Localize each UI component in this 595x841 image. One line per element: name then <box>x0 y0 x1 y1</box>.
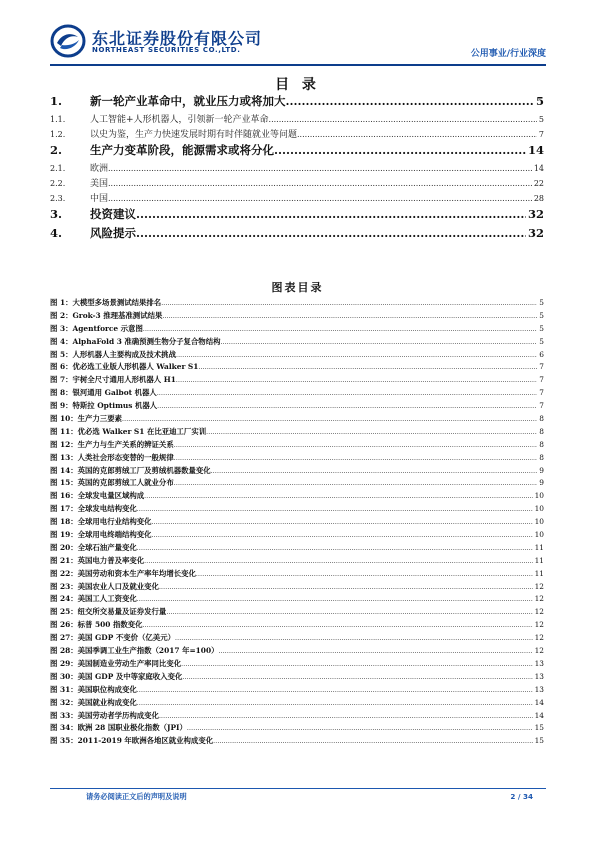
figure-entry-page: 10 <box>534 530 544 540</box>
figure-entry[interactable] <box>50 722 544 735</box>
dot-leader <box>182 672 532 681</box>
figure-entry[interactable] <box>50 645 544 658</box>
figure-entry[interactable] <box>50 606 544 619</box>
figure-entry-title: 图 29：美国制造业劳动生产率同比变化 <box>50 658 182 668</box>
figure-entry-title: 图 13：人类社会形态变替的一般规律 <box>50 452 174 462</box>
figure-entry-title: 图 35：2011-2019 年欧洲各地区就业构成变化 <box>50 736 214 746</box>
dot-leader <box>269 115 537 125</box>
figure-entry-page: 13 <box>534 671 544 681</box>
toc-entry-page: 5 <box>538 115 544 124</box>
toc-entry-page: 14 <box>527 143 544 157</box>
dot-leader <box>137 594 533 603</box>
toc-entry[interactable] <box>50 206 544 225</box>
figure-entry-title: 图 9：特斯拉 Optimus 机器人 <box>50 401 158 411</box>
figure-entry[interactable] <box>50 374 544 387</box>
figure-entry-title: 图 7：宇树全尺寸通用人形机器人 H1 <box>50 375 176 385</box>
toc-entry-page: 14 <box>533 164 544 173</box>
figure-entry[interactable] <box>50 542 544 555</box>
dot-leader <box>174 478 538 487</box>
figure-entry-page: 5 <box>539 310 544 320</box>
toc-entry-title: 新一轮产业革命中，就业压力或将加大 <box>90 94 286 108</box>
dot-leader <box>274 143 526 157</box>
figure-entry[interactable] <box>50 619 544 632</box>
dot-leader <box>137 504 533 513</box>
page-indicator: 2 / 34 <box>510 792 533 801</box>
toc-entry-title: 美国 <box>90 179 109 189</box>
dot-leader <box>137 698 533 707</box>
figure-entry[interactable] <box>50 297 544 310</box>
figure-entry[interactable] <box>50 632 544 645</box>
table-of-contents <box>50 93 544 244</box>
figure-entry[interactable] <box>50 503 544 516</box>
toc-entry-page: 5 <box>535 94 544 108</box>
toc-entry-number: 2.2. <box>50 179 66 188</box>
figure-entry-title: 图 2：Grok-3 推理基准测试结果 <box>50 310 163 320</box>
figure-entry-page: 12 <box>534 633 544 643</box>
dot-leader <box>143 620 533 629</box>
toc-entry-title: 以史为鉴，生产力快速发展时期有时伴随就业等问题 <box>90 130 298 140</box>
dot-leader <box>122 414 537 423</box>
dot-leader <box>152 517 533 526</box>
dot-leader <box>152 530 533 539</box>
figure-entry-page: 10 <box>534 504 544 514</box>
figure-entry-title: 图 10：生产力三要素 <box>50 414 122 424</box>
dot-leader <box>136 226 526 240</box>
footer-divider <box>50 788 546 789</box>
figure-entry[interactable] <box>50 658 544 671</box>
figure-entry[interactable] <box>50 349 544 362</box>
company-name-cn: 东北证券股份有限公司 <box>92 29 263 48</box>
figure-entry-page: 11 <box>534 555 544 565</box>
toc-entry[interactable] <box>50 112 544 127</box>
toc-entry-number: 1. <box>50 94 63 108</box>
figure-entry-page: 10 <box>534 491 544 501</box>
dot-leader <box>176 375 537 384</box>
figure-entry-page: 14 <box>534 710 544 720</box>
toc-entry-page: 22 <box>533 179 544 188</box>
toc-entry-title: 投资建议 <box>90 207 136 221</box>
figure-entry-title: 图 34：欧洲 28 国职业极化指数（JPI） <box>50 723 187 733</box>
toc-entry-title: 欧洲 <box>90 164 109 174</box>
dot-leader <box>108 164 532 174</box>
figure-entry[interactable] <box>50 529 544 542</box>
figure-entry[interactable] <box>50 336 544 349</box>
figure-entry[interactable] <box>50 439 544 452</box>
toc-entry-number: 2. <box>50 143 63 157</box>
figure-entry-page: 13 <box>534 658 544 668</box>
figure-entry[interactable] <box>50 361 544 374</box>
dot-leader <box>108 194 532 204</box>
figure-entry-page: 7 <box>539 401 544 411</box>
figures-list-title: 图表目录 <box>271 281 324 294</box>
figure-entry[interactable] <box>50 697 544 710</box>
figure-entry-title: 图 14：英国的克郎剪绒工厂及剪绒机器数量变化 <box>50 465 211 475</box>
figure-entry-page: 8 <box>539 452 544 462</box>
dot-leader <box>220 337 537 346</box>
dot-leader <box>162 311 537 320</box>
dot-leader <box>206 427 537 436</box>
toc-entry-number: 2.3. <box>50 194 66 203</box>
figure-entry-title: 图 27：美国 GDP 不变价（亿美元） <box>50 633 175 643</box>
figure-entry-page: 14 <box>534 697 544 707</box>
toc-entry[interactable] <box>50 191 544 206</box>
figure-entry[interactable] <box>50 477 544 490</box>
figure-entry-page: 13 <box>534 684 544 694</box>
figure-entry[interactable] <box>50 387 544 400</box>
figure-entry-title: 图 8：银河通用 Galbot 机器人 <box>50 388 157 398</box>
figure-entry[interactable] <box>50 400 544 413</box>
figure-entry-title: 图 23：美国农业人口及就业变化 <box>50 581 159 591</box>
toc-title: 目 录 <box>275 77 320 93</box>
figure-entry-page: 15 <box>534 723 544 733</box>
figure-entry-title: 图 16：全球发电量区域构成 <box>50 491 145 501</box>
figure-entry[interactable] <box>50 516 544 529</box>
figure-entry-page: 9 <box>539 478 544 488</box>
figure-entry[interactable] <box>50 310 544 323</box>
dot-leader <box>108 179 532 189</box>
figure-entry-title: 图 32：美国就业构成变化 <box>50 697 137 707</box>
dot-leader <box>144 491 532 500</box>
toc-entry[interactable] <box>50 176 544 191</box>
figure-entry[interactable] <box>50 465 544 478</box>
figure-entry[interactable] <box>50 413 544 426</box>
figure-entry-page: 12 <box>534 620 544 630</box>
dot-leader <box>175 633 533 642</box>
toc-entry-number: 2.1. <box>50 164 66 173</box>
figure-entry-title: 图 31：美国职位构成变化 <box>50 684 137 694</box>
figure-entry-title: 图 11：优必选 Walker S1 在比亚迪工厂实训 <box>50 426 207 436</box>
dot-leader <box>286 94 534 108</box>
swoosh-logo-icon <box>50 24 86 58</box>
figure-entry-title: 图 21：英国电力普及率变化 <box>50 555 145 565</box>
figure-entry-page: 8 <box>539 426 544 436</box>
figure-entry-title: 图 19：全球用电终端结构变化 <box>50 530 152 540</box>
dot-leader <box>187 723 533 732</box>
figure-entry[interactable] <box>50 593 544 606</box>
figure-entry[interactable] <box>50 735 544 748</box>
figure-entry-title: 图 26：标普 500 指数变化 <box>50 620 143 630</box>
figure-entry-title: 图 15：英国的克郎剪绒工人就业分布 <box>50 478 174 488</box>
company-name-en: NORTHEAST SECURITIES CO.,LTD. <box>92 46 241 54</box>
figure-entry-page: 15 <box>534 736 544 746</box>
figure-entry-title: 图 17：全球发电结构变化 <box>50 504 137 514</box>
dot-leader <box>161 298 537 307</box>
figure-entry-title: 图 1：大模型多场景测试结果排名 <box>50 298 162 307</box>
dot-leader <box>174 440 538 449</box>
toc-entry-page: 28 <box>533 194 544 203</box>
toc-entry-title: 中国 <box>90 194 109 204</box>
dot-leader <box>297 130 537 140</box>
figure-entry-page: 5 <box>539 336 544 346</box>
figure-entry[interactable] <box>50 323 544 336</box>
dot-leader <box>213 736 532 745</box>
dot-leader <box>143 324 537 333</box>
toc-entry[interactable] <box>50 225 544 244</box>
toc-entry[interactable] <box>50 142 544 161</box>
figure-entry-page: 11 <box>534 568 544 578</box>
toc-entry-page: 32 <box>527 226 544 240</box>
toc-entry[interactable] <box>50 127 544 142</box>
figure-entry-title: 图 25：纽交所交易量及证券发行量 <box>50 607 167 617</box>
figure-entry-page: 12 <box>534 594 544 604</box>
figure-entry[interactable] <box>50 581 544 594</box>
figure-entry-page: 8 <box>539 414 544 424</box>
toc-entry-title: 人工智能+人形机器人，引领新一轮产业革命 <box>90 115 269 125</box>
figure-entry-page: 12 <box>534 581 544 591</box>
header-divider <box>50 64 546 66</box>
figure-entry-page: 5 <box>539 298 544 307</box>
toc-entry[interactable] <box>50 161 544 176</box>
toc-entry-page: 32 <box>527 207 544 221</box>
disclaimer-note: 请务必阅读正文后的声明及说明 <box>86 792 187 801</box>
dot-leader <box>218 646 532 655</box>
dot-leader <box>157 401 537 410</box>
figure-entry-title: 图 4：AlphaFold 3 准确预测生物分子复合物结构 <box>50 336 221 346</box>
figure-entry[interactable] <box>50 426 544 439</box>
dot-leader <box>137 543 533 552</box>
figure-entry-page: 12 <box>534 607 544 617</box>
dot-leader <box>198 362 537 371</box>
figure-entry-title: 图 24：美国工人工资变化 <box>50 594 137 604</box>
dot-leader <box>137 685 533 694</box>
figure-entry-title: 图 12：生产力与生产关系的辨证关系 <box>50 439 174 449</box>
figure-entry-page: 12 <box>534 646 544 656</box>
figure-entry[interactable] <box>50 671 544 684</box>
figure-entry-page: 11 <box>534 542 544 552</box>
dot-leader <box>176 350 537 359</box>
figure-entry[interactable] <box>50 490 544 503</box>
dot-leader <box>196 569 533 578</box>
figure-entry-title: 图 28：美国季调工业生产指数（2017 年=100） <box>50 646 219 656</box>
figure-entry-title: 图 22：美国劳动和资本生产率年均增长变化 <box>50 568 196 578</box>
figure-entry-title: 图 33：美国劳动者学历构成变化 <box>50 710 159 720</box>
figure-entry-page: 8 <box>539 439 544 449</box>
dot-leader <box>157 388 537 397</box>
figure-entry-page: 7 <box>539 375 544 385</box>
figure-entry-page: 5 <box>539 323 544 333</box>
figure-entry[interactable] <box>50 710 544 723</box>
figure-entry[interactable] <box>50 684 544 697</box>
dot-leader <box>136 207 526 221</box>
dot-leader <box>211 466 538 475</box>
toc-entry-number: 3. <box>50 207 63 221</box>
toc-entry-number: 4. <box>50 226 63 240</box>
dot-leader <box>144 556 532 565</box>
figure-entry-title: 图 30：美国 GDP 及中等家庭收入变化 <box>50 671 183 681</box>
toc-entry-page: 7 <box>538 130 544 139</box>
figure-entry-title: 图 20：全球石油产量变化 <box>50 542 137 552</box>
toc-entry-title: 生产力变革阶段，能源需求或将分化 <box>90 143 274 157</box>
toc-entry-number: 1.1. <box>50 115 66 124</box>
toc-entry-title: 风险提示 <box>90 226 136 240</box>
figure-entry-page: 7 <box>539 362 544 372</box>
report-type-label: 公用事业/行业深度 <box>470 49 546 59</box>
figure-entry[interactable] <box>50 555 544 568</box>
toc-entry-number: 1.2. <box>50 130 66 139</box>
figure-entry-title: 图 18：全球用电行业结构变化 <box>50 517 152 527</box>
figure-entry-title: 图 5：人形机器人主要构成及技术挑战 <box>50 349 176 359</box>
report-header <box>50 22 546 62</box>
figure-entry-page: 6 <box>539 349 544 359</box>
figure-entry[interactable] <box>50 452 544 465</box>
figure-entry-page: 7 <box>539 388 544 398</box>
figure-entry-page: 10 <box>534 517 544 527</box>
figure-entry[interactable] <box>50 568 544 581</box>
dot-leader <box>174 453 538 462</box>
dot-leader <box>181 659 532 668</box>
figure-entry-title: 图 3：Agentforce 示意图 <box>50 323 143 333</box>
figure-entry-title: 图 6：优必选工业版人形机器人 Walker S1 <box>50 362 199 372</box>
dot-leader <box>159 711 533 720</box>
dot-leader <box>166 607 532 616</box>
dot-leader <box>159 582 533 591</box>
figures-list <box>50 297 544 748</box>
figure-entry-page: 9 <box>539 465 544 475</box>
toc-entry[interactable] <box>50 93 544 112</box>
